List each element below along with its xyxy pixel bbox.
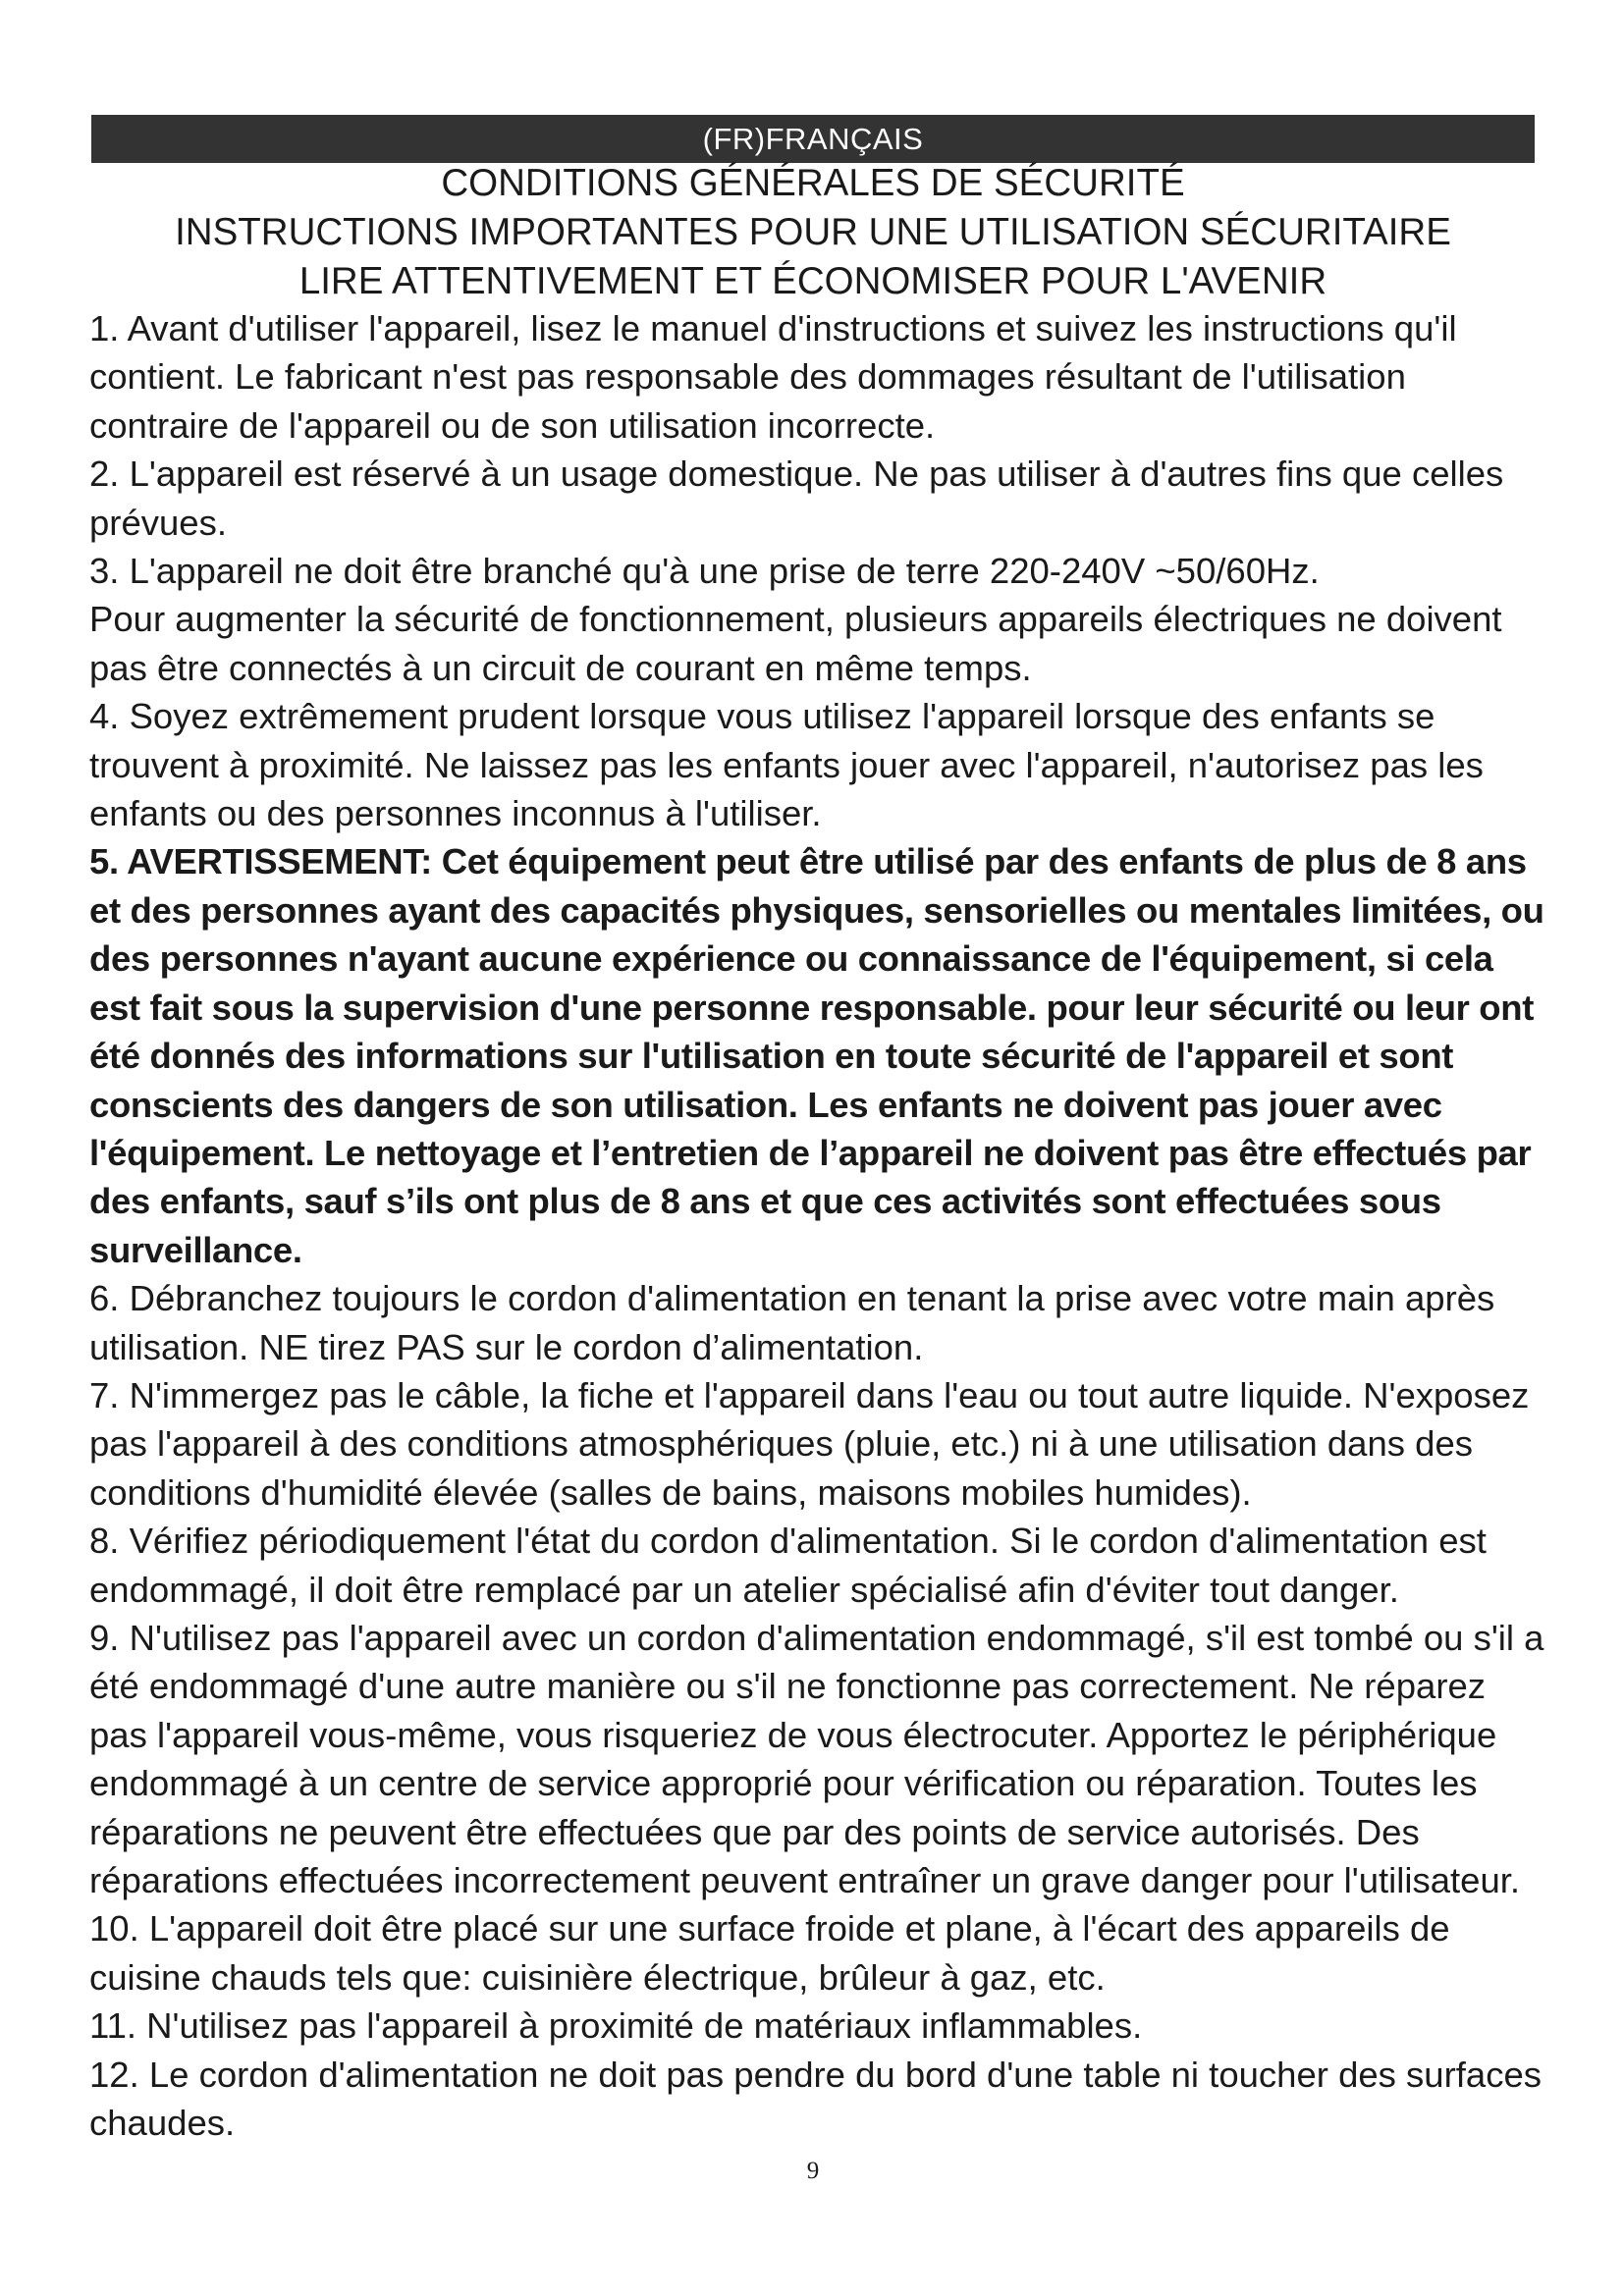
page-number: 9 [806,2158,820,2184]
instruction-6: 6. Débranchez toujours le cordon d'alimentation en tenant la prise avec votre main après utilisation. NE tirez PAS sur le cordon d’alimentation. [89,1278,1495,1367]
instruction-8: 8. Vérifiez périodiquement l'état du cordon d'alimentation. Si le cordon d'alimentation est endommagé, il doit être remplacé par un atelier spécialisé afin d'éviter tout danger. [89,1521,1487,1610]
instruction-4: 4. Soyez extrêmement prudent lorsque vous utilisez l'appareil lorsque des enfants se trouvent à proximité. Ne laissez pas les enfants jouer avec l'appareil, n'autorisez pas les enfants ou des personnes inconnus à l'utiliser. [89,696,1484,834]
heading-block [91,159,1535,306]
instruction-1: 1. Avant d'utiliser l'appareil, lisez le manuel d'instructions et suivez les instructions qu'il contient. Le fabricant n'est pas responsable des dommages résultant de l'utilisation contraire de l'appareil ou de son utilisation incorrecte. [89,308,1457,446]
instruction-9: 9. N'utilisez pas l'appareil avec un cordon d'alimentation endommagé, s'il est tombé ou s'il a été endommagé d'une autre manière ou s'il ne fonctionne pas correctement. Ne réparez pas l'appareil vous-même, vous risqueriez de vous électrocuter. Apportez le périphérique endommagé à un centre de service approprié pour vérification ou réparation. Toutes les réparations ne peuvent être effectuées que par des points de service autorisés. Des réparations effectuées incorrectement peuvent entraîner un grave danger pour l'utilisateur. [89,1617,1544,1900]
instruction-5-warning: 5. AVERTISSEMENT: Cet équipement peut être utilisé par des enfants de plus de 8 ans et des personnes ayant des capacités physiques, sensorielles ou mentales limitées, ou des personnes n'ayant aucune expérience ou connaissance de l'équipement, si cela est fait sous la supervision d'une personne responsable. pour leur sécurité ou leur ont été donnés des informations sur l'utilisation en toute sécurité de l'appareil et sont conscients des dangers de son utilisation. Les enfants ne doivent pas jouer avec l'équipement. Le nettoyage et l’entretien de l’appareil ne doivent pas être effectués par des enfants, sauf s’ils ont plus de 8 ans et que ces activités sont effectuées sous surveillance. [89,841,1544,1270]
page-subtitle: INSTRUCTIONS IMPORTANTES POUR UNE UTILISATION SÉCURITAIRE [175,211,1451,253]
instruction-2: 2. L'appareil est réservé à un usage domestique. Ne pas utiliser à d'autres fins que celles prévues. [89,454,1504,543]
safety-instructions [89,304,1545,2147]
instruction-3-note: Pour augmenter la sécurité de fonctionnement, plusieurs appareils électriques ne doivent pas être connectés à un circuit de courant en même temps. [89,599,1502,688]
instruction-7: 7. N'immergez pas le câble, la fiche et l'appareil dans l'eau ou tout autre liquide. N'exposez pas l'appareil à des conditions atmosphériques (pluie, etc.) ni à une utilisation dans des conditions d'humidité élevée (salles de bains, maisons mobiles humides). [89,1374,1530,1513]
instruction-3: 3. L'appareil ne doit être branché qu'à une prise de terre 220-240V ~50/60Hz. [89,551,1320,592]
page-title: CONDITIONS GÉNÉRALES DE SÉCURITÉ [441,162,1185,204]
instruction-10: 10. L'appareil doit être placé sur une surface froide et plane, à l'écart des appareils de cuisine chauds tels que: cuisinière électrique, brûleur à gaz, etc. [89,1908,1450,1998]
page-subtitle-2: LIRE ATTENTIVEMENT ET ÉCONOMISER POUR L'AVENIR [298,260,1327,302]
instruction-12: 12. Le cordon d'alimentation ne doit pas pendre du bord d'une table ni toucher des surfaces chaudes. [89,2054,1542,2144]
instruction-11: 11. N'utilisez pas l'appareil à proximité de matériaux inflammables. [89,2005,1143,2047]
language-banner: (FR)FRANÇAIS [91,115,1535,163]
